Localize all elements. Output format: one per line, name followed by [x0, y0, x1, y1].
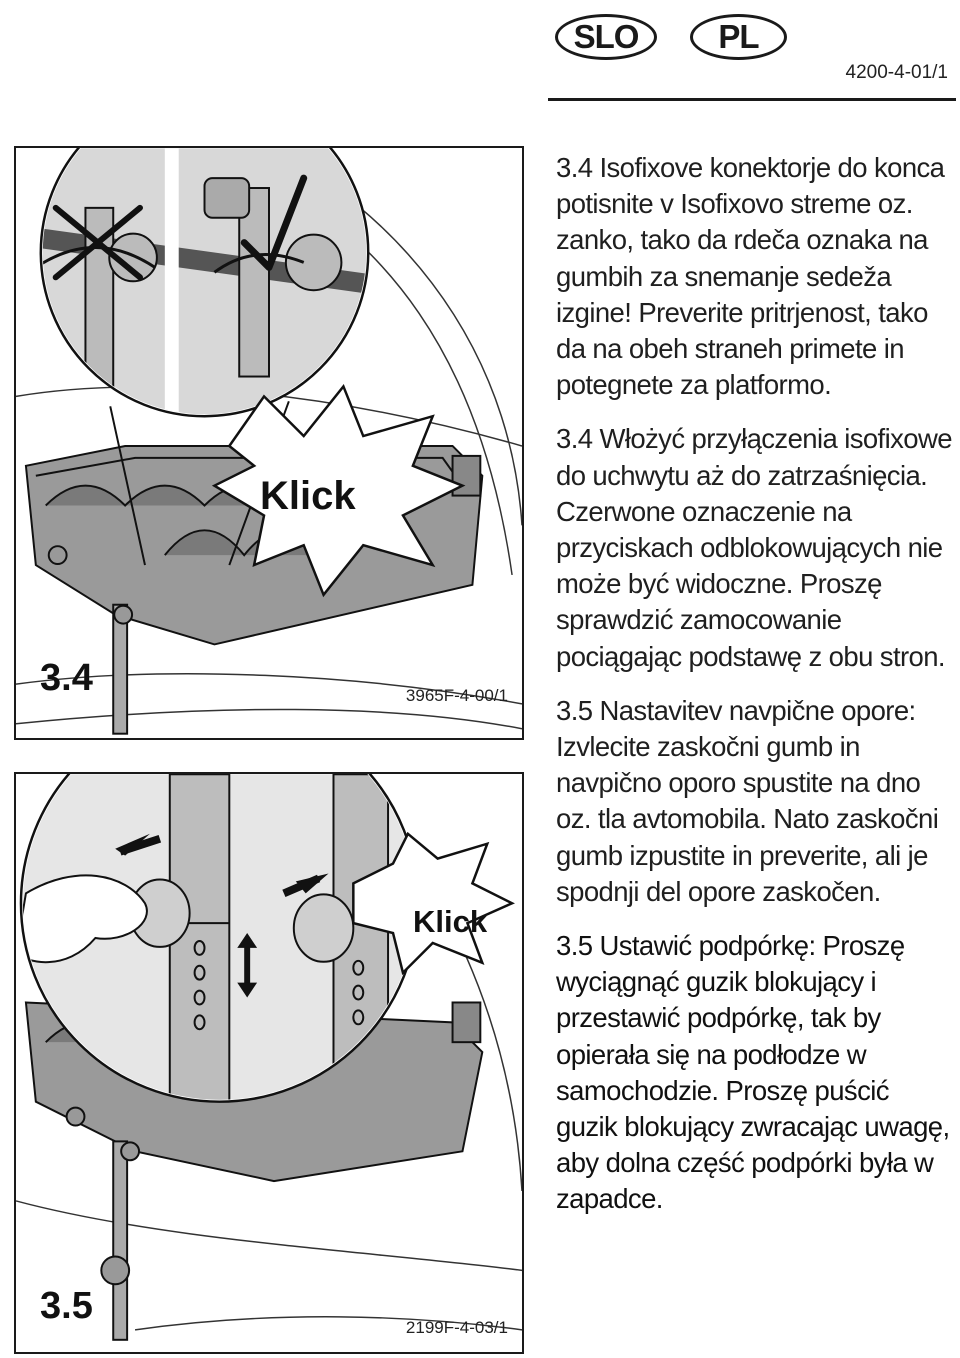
figure-3-5: [14, 772, 524, 1354]
klick-label: Klick: [260, 474, 356, 518]
instruction-paragraph-slo-3-4: 3.4 Isofixove konektorje do konca potisnite v Isofixovo streme oz. zanko, tako da rdeča oznaka na gumbih za snemanje sedeža izgine! Preverite pritrjenost, tako da na obeh straneh primete in potegnete za platformo.: [556, 152, 945, 401]
klick-label: Klick: [413, 904, 488, 939]
instruction-paragraph-pl-3-4: 3.4 Włożyć przyłączenia isofixowe do uchwytu aż do zatrzaśnięcia. Czerwone oznaczenie na przyciskach odblokowujących nie może być widoczne. Proszę sprawdzić zamocowanie pociągając podstawę z obu stron.: [556, 423, 952, 672]
language-badge-pl: PL: [690, 14, 787, 60]
instruction-paragraph-pl-3-5: 3.5 Ustawić podpórkę: Proszę wyciągnąć guzik blokujący i przestawić podpórkę, tak by opierała się na podłodze w samochodzie. Proszę puścić guzik blokujący zwracając uwagę, aby dolna część podpórki była w zapadce.: [556, 930, 950, 1215]
isofix-connectors-illustration: [16, 148, 522, 738]
instruction-paragraph-slo-3-5: 3.5 Nastavitev navpične opore: Izvlecite zaskočni gumb in navpično oporo spustite na dno oz. tla avtomobila. Nato zaskočni gumb izpustite in preverite, ali je spodnji del opore zaskočen.: [556, 694, 939, 907]
document-code: 4200-4-01/1: [845, 62, 948, 83]
instructions-text: [556, 150, 956, 1236]
figure-label: 3.4: [40, 657, 93, 699]
language-badge-slo: SLO: [555, 14, 657, 60]
language-badges: [555, 14, 795, 64]
figure-3-4: [14, 146, 524, 740]
support-leg-adjustment-illustration: [16, 774, 522, 1352]
header-rule: [548, 98, 956, 101]
figure-code: 3965F-4-00/1: [405, 686, 508, 705]
figure-label: 3.5: [40, 1285, 93, 1327]
figure-code: 2199F-4-03/1: [405, 1318, 508, 1337]
